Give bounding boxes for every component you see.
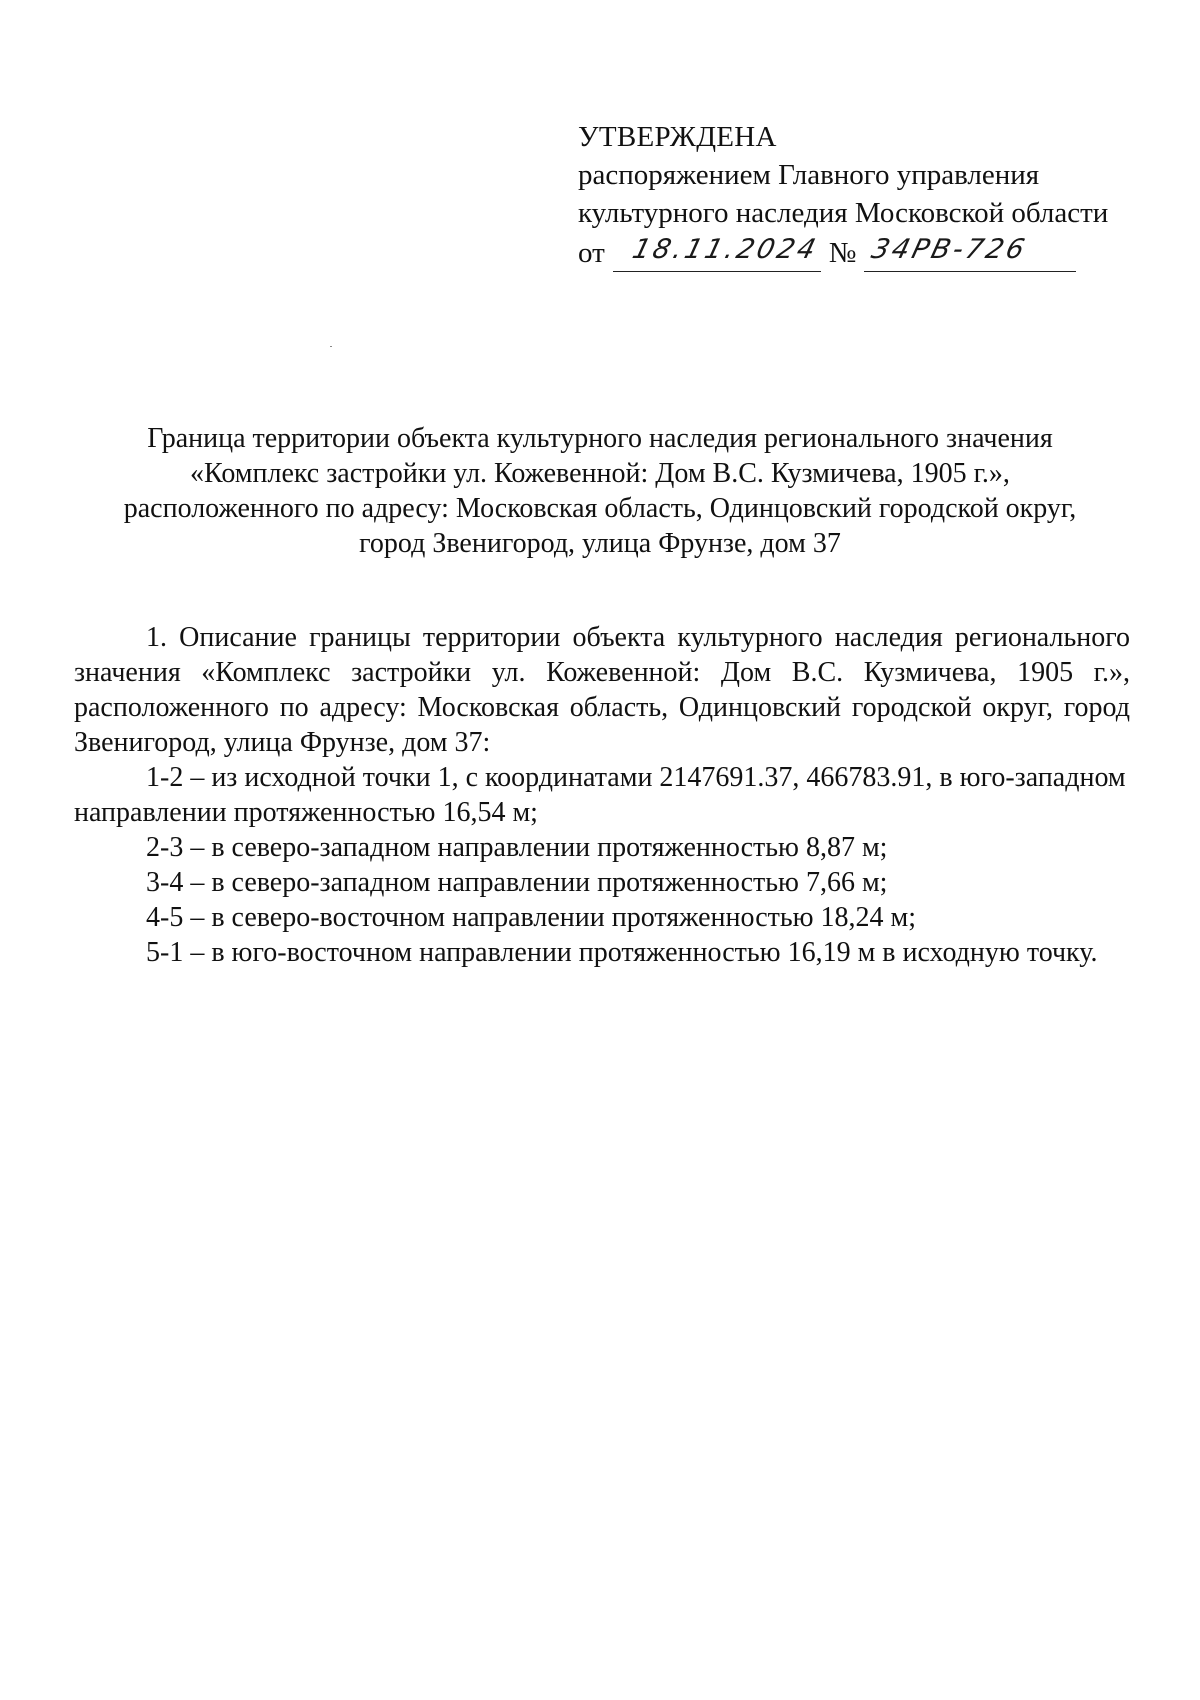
approval-date-number-line [578, 232, 1138, 272]
number-prefix: № [828, 237, 857, 269]
section-1-line-4: Звенигород, улица Фрунзе, дом 37: [74, 727, 491, 758]
segment-2-3: 2-3 – в северо-западном направлении протяженностью 8,87 м; [146, 832, 888, 863]
segment-1-2-line-1: 1-2 – из исходной точки 1, с координатами 2147691.37, 466783.91, в юго-западном [146, 762, 1126, 793]
segment-5-1: 5-1 – в юго-восточном направлении протяженностью 16,19 м в исходную точку. [146, 937, 1098, 968]
heading-line-2: «Комплекс застройки ул. Кожевенной: Дом В.С. Кузмичева, 1905 г.», [190, 458, 1010, 489]
approval-line-2: культурного наследия Московской области [578, 197, 1109, 229]
document-heading [60, 421, 1140, 561]
approval-line-1: распоряжением Главного управления [578, 159, 1040, 191]
scan-speck [330, 346, 332, 347]
segment-4-5: 4-5 – в северо-восточном направлении протяженностью 18,24 м; [146, 902, 917, 933]
section-1-paragraph [74, 620, 1130, 655]
approval-block [578, 118, 1138, 272]
heading-line-3: расположенного по адресу: Московская область, Одинцовский городской округ, [123, 493, 1077, 524]
segment-1-2-line-2: направлении протяженностью 16,54 м; [74, 797, 538, 828]
section-1-line-1: 1. Описание границы территории объекта культурного наследия регионального [146, 622, 1130, 653]
heading-line-4: город Звенигород, улица Фрунзе, дом 37 [359, 528, 841, 559]
handwritten-number: 34РВ-726 [868, 234, 1031, 265]
date-field [613, 234, 822, 272]
section-1-continuation [74, 655, 1130, 760]
section-1-line-2: значения «Комплекс застройки ул. Кожевенной: Дом В.С. Кузмичева, 1905 г.», [74, 657, 1130, 688]
segment-3-4: 3-4 – в северо-западном направлении протяженностью 7,66 м; [146, 867, 888, 898]
heading-line-1: Граница территории объекта культурного наследия регионального значения [147, 423, 1053, 454]
date-prefix: от [578, 237, 605, 269]
number-field [864, 234, 1076, 272]
approval-title: УТВЕРЖДЕНА [578, 121, 777, 153]
handwritten-date: 18.11.2024 [629, 234, 822, 265]
document-body [74, 620, 1130, 970]
section-1-line-3: расположенного по адресу: Московская область, Одинцовский городской округ, город [74, 692, 1130, 723]
